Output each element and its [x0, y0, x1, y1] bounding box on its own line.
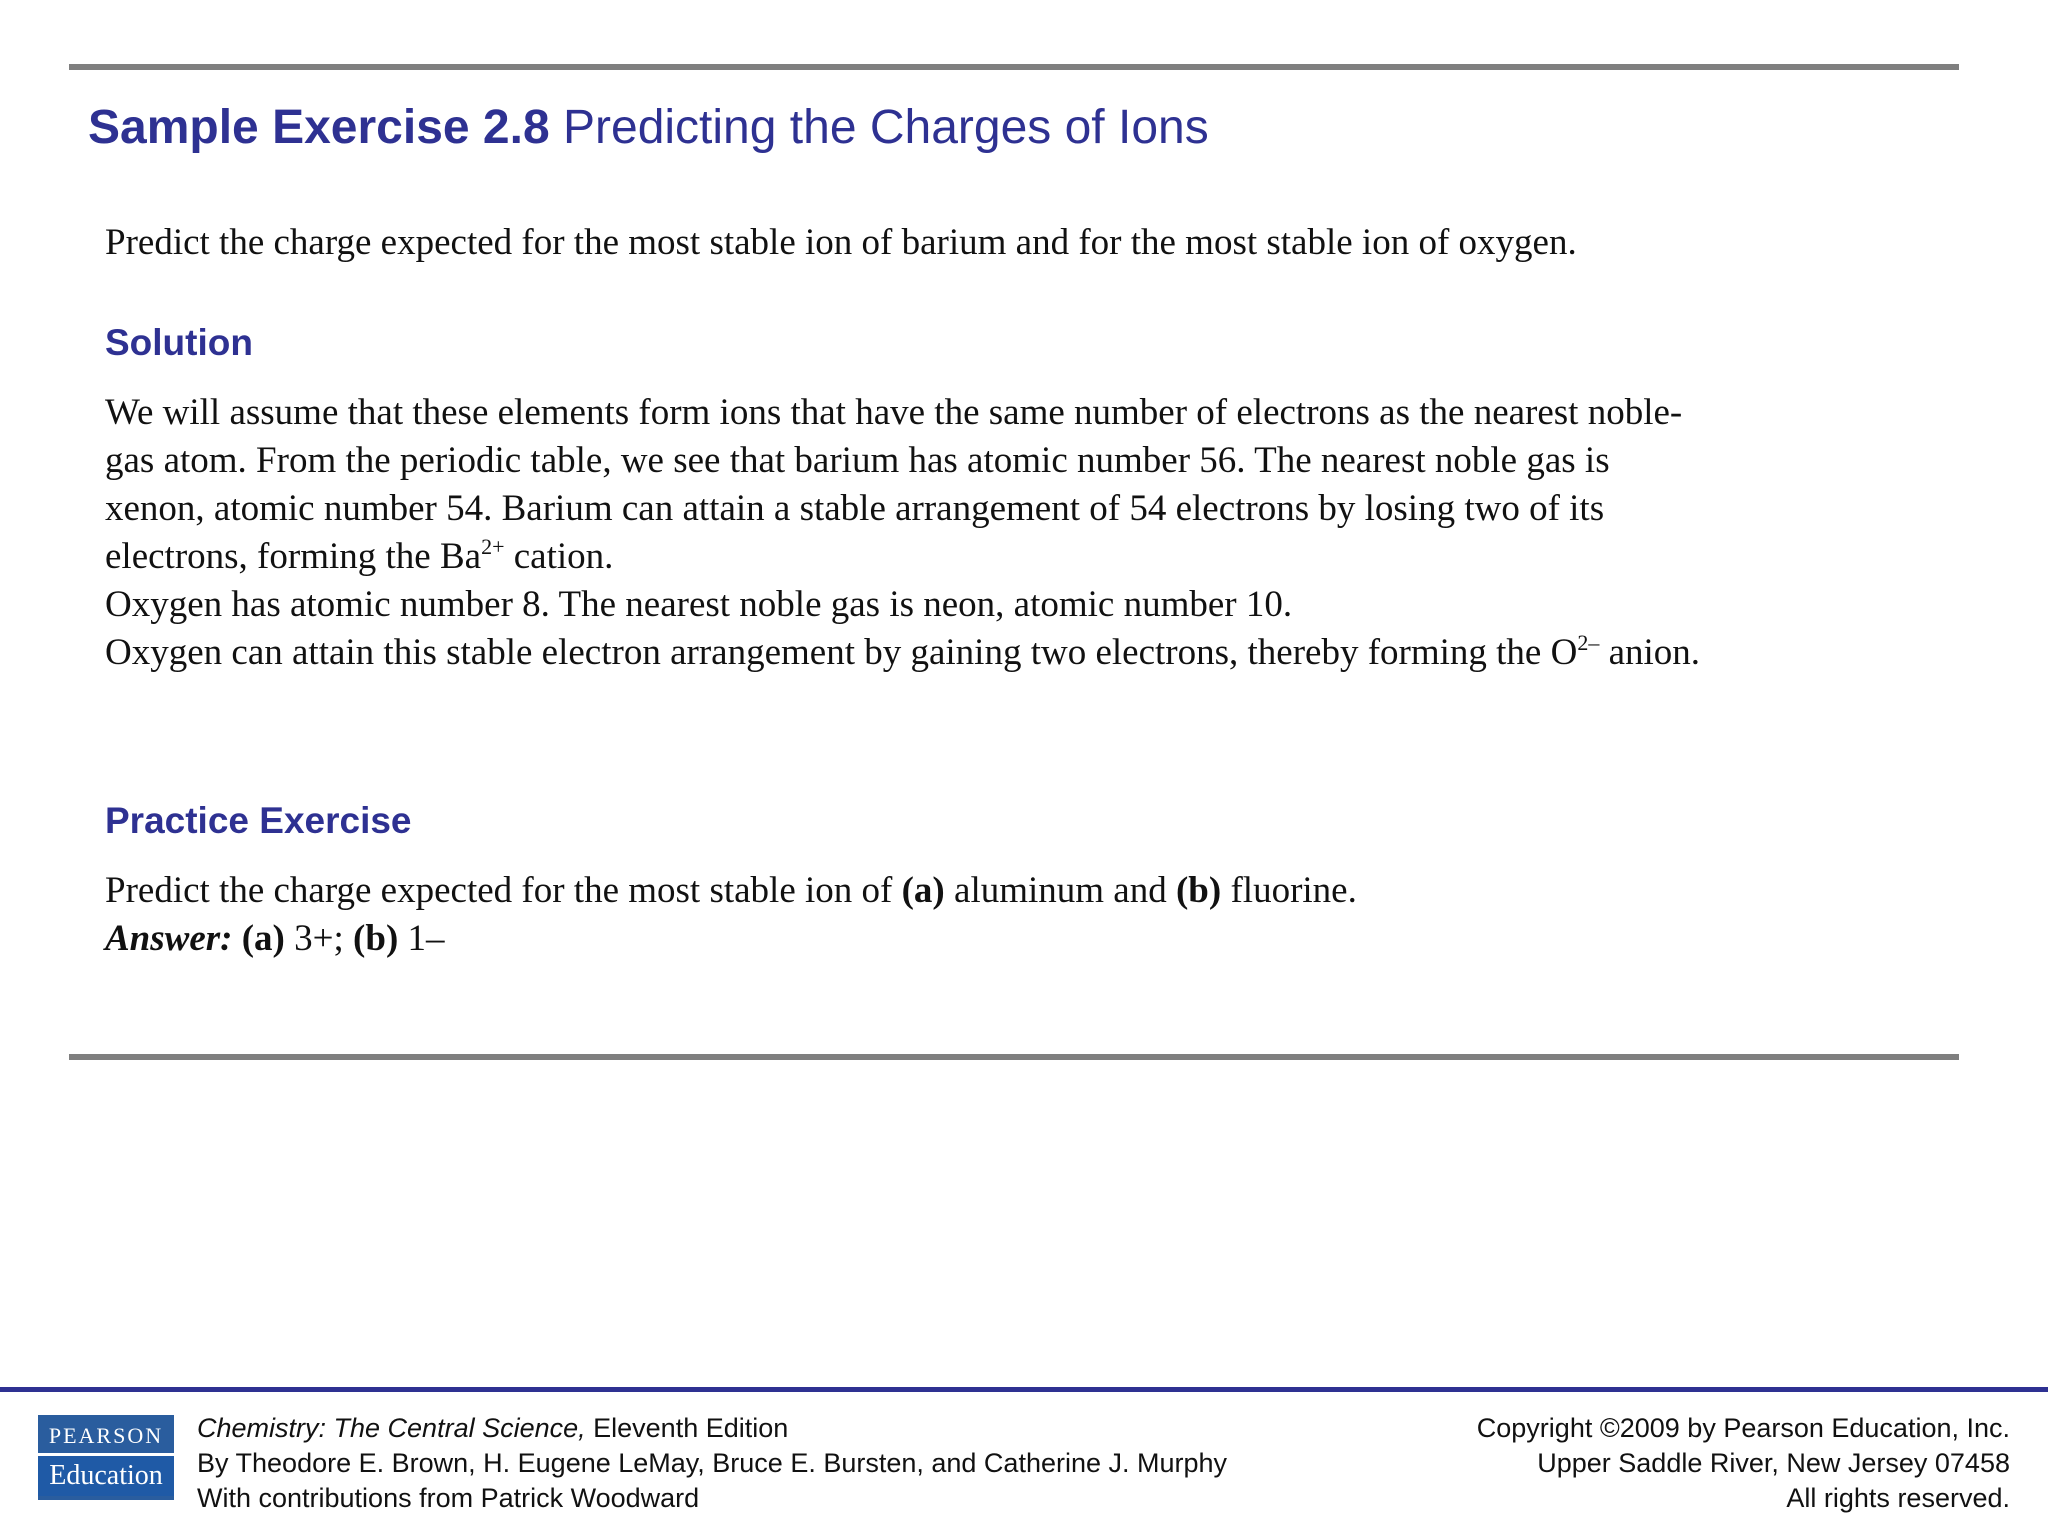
logo-subtitle: Education — [38, 1456, 174, 1496]
practice-text: Predict the charge expected for the most stable ion of — [105, 870, 902, 911]
practice-answer — [105, 915, 1357, 963]
book-title-line — [197, 1411, 1227, 1446]
title-topic: Predicting the Charges of Ions — [563, 101, 1209, 154]
barium-charge: 2+ — [481, 534, 505, 559]
part-a-label: (a) — [901, 870, 945, 911]
practice-heading: Practice Exercise — [105, 800, 412, 841]
solution-line: Oxygen has atomic number 8. The nearest noble gas is neon, atomic number 10. — [105, 584, 1293, 625]
solution-text: Oxygen can attain this stable electron arrangement by gaining two electrons, thereby forming the O — [105, 632, 1578, 673]
book-edition: Eleventh Edition — [585, 1413, 789, 1443]
solution-body — [105, 389, 1700, 677]
practice-text: aluminum and — [944, 870, 1176, 911]
solution-line: We will assume that these elements form ions that have the same number of electrons as the nearest noble- — [105, 392, 1683, 433]
top-divider — [69, 64, 1959, 70]
footer-divider — [0, 1387, 2048, 1392]
answer-a-value: 3+; — [284, 918, 354, 959]
title-exercise-number: Sample Exercise 2.8 — [88, 101, 550, 154]
book-contributions: With contributions from Patrick Woodward — [197, 1483, 700, 1513]
question-text: Predict the charge expected for the most stable ion of barium and for the most stable ion of oxygen. — [105, 222, 1577, 263]
page-title — [88, 100, 1209, 155]
copyright-line: Upper Saddle River, New Jersey 07458 — [1537, 1448, 2010, 1478]
answer-label: Answer: — [105, 918, 233, 959]
practice-question — [105, 867, 1357, 915]
copyright-line: Copyright ©2009 by Pearson Education, Inc. — [1476, 1413, 2010, 1443]
solution-line — [105, 629, 1700, 677]
answer-b-value: 1– — [398, 918, 445, 959]
solution-text: anion. — [1599, 632, 1701, 673]
pearson-logo — [38, 1415, 174, 1500]
part-b-label: (b) — [1175, 870, 1222, 911]
solution-heading: Solution — [105, 322, 253, 363]
logo-wordmark: PEARSON — [48, 1423, 164, 1448]
book-authors: By Theodore E. Brown, H. Eugene LeMay, Bruce E. Bursten, and Catherine J. Murphy — [197, 1448, 1228, 1478]
solution-line — [105, 533, 1700, 581]
oxygen-charge: 2– — [1577, 630, 1600, 655]
practice-body — [105, 867, 1357, 963]
solution-line: xenon, atomic number 54. Barium can attain a stable arrangement of 54 electrons by losing two of its — [105, 488, 1605, 529]
answer-b-label: (b) — [353, 918, 399, 959]
solution-line: gas atom. From the periodic table, we see that barium has atomic number 56. The nearest noble gas is — [105, 440, 1610, 481]
book-title: Chemistry: The Central Science, — [197, 1413, 586, 1443]
copyright-line: All rights reserved. — [1786, 1483, 2010, 1513]
bottom-divider — [69, 1054, 1959, 1060]
copyright-block — [1477, 1411, 2010, 1516]
answer-a-label: (a) — [241, 918, 285, 959]
book-info — [197, 1411, 1227, 1516]
practice-text: fluorine. — [1221, 870, 1357, 911]
solution-text: electrons, forming the Ba — [105, 536, 482, 577]
solution-text: cation. — [504, 536, 614, 577]
